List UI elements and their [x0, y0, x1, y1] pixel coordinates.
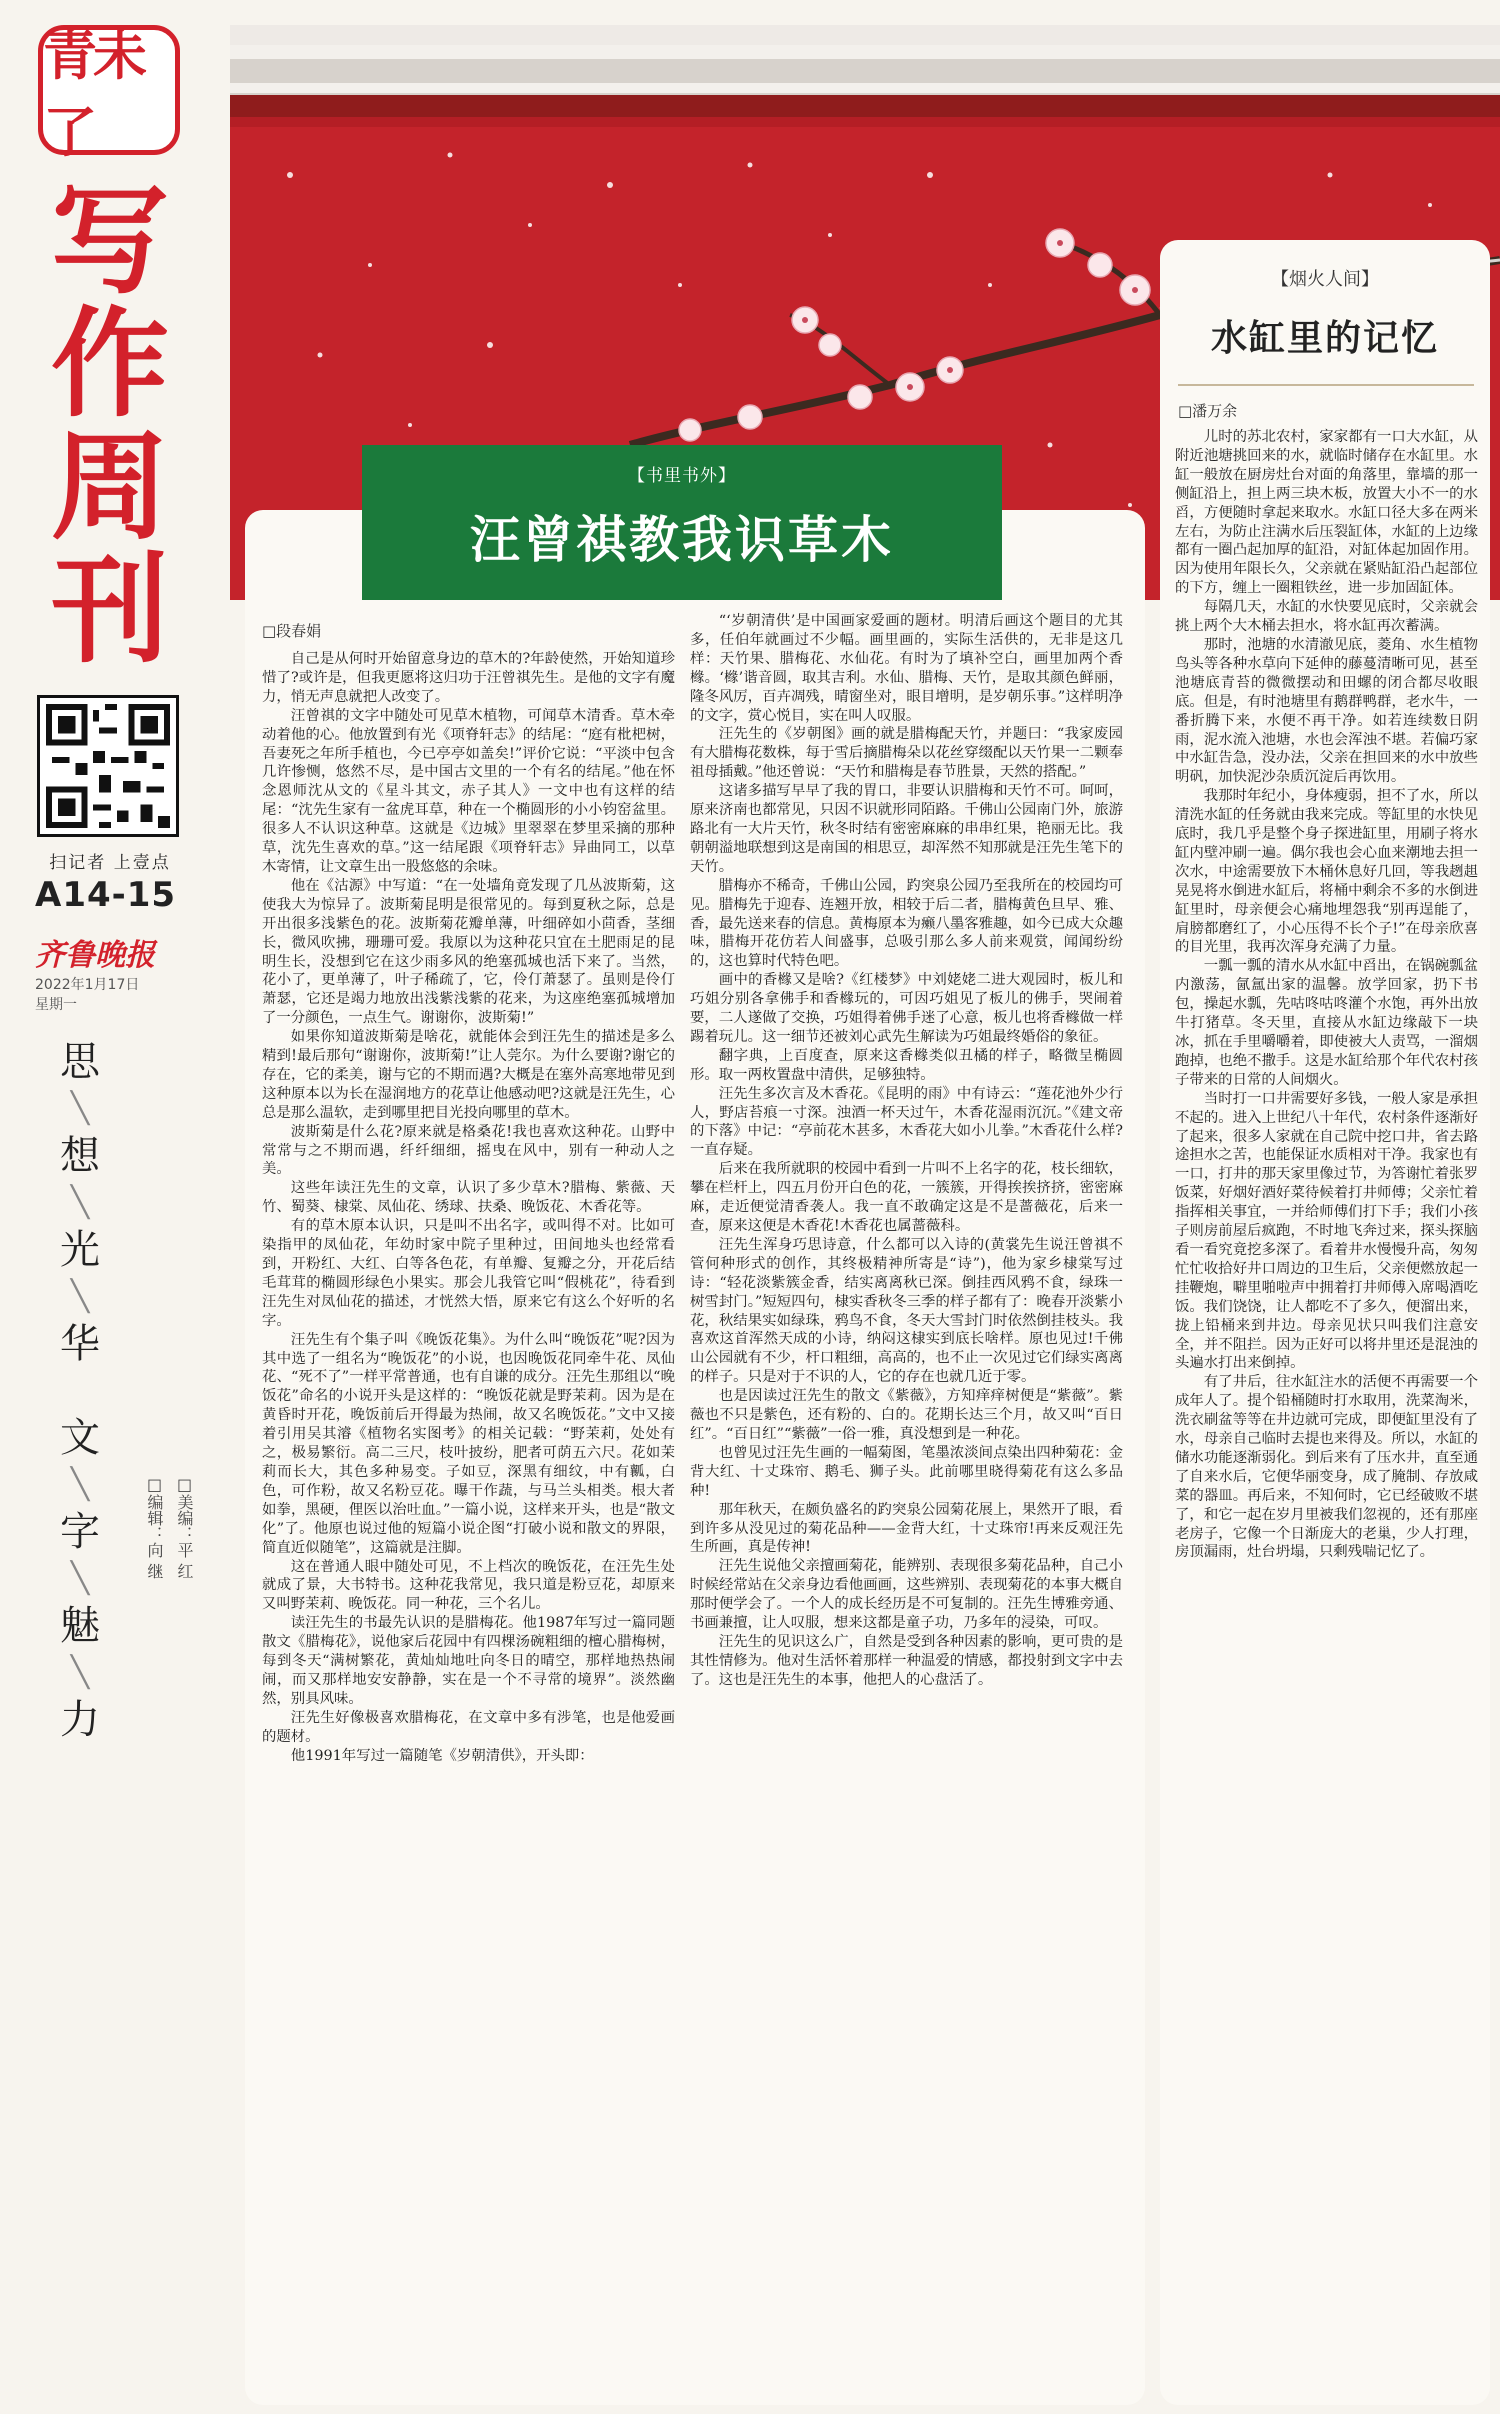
article-paragraph: 腊梅亦不稀奇，千佛山公园，趵突泉公园乃至我所在的校园均可见。腊梅先于迎春、连翘开放，相较于后二者，腊梅黄色旦早、雅、香，最先送来春的信息。黄梅原本为癞八墨客雅趣，如今已成大众趣味，腊梅开花仿若人间盛事，总吸引那么多人前来观赏，闻闻纷纷的，这也算时代特色吧。: [690, 877, 1123, 970]
title-divider: [1178, 384, 1474, 386]
article-paragraph: 如果你知道波斯菊是啥花，就能体会到汪先生的描述是多么精到!最后那句“谢谢你，波斯菊!”让人莞尔。为什么要谢?谢它的存在，它的柔美，谢与它的不期而遇?大概是在塞外高寒地带见到这种原本以为长在湿润地方的花草让他感动吧?这就是汪先生，心总是那么温软，走到哪里把目光投向哪里的草木。: [262, 1029, 675, 1121]
article-paragraph: 翻字典，上百度查，原来这香橼类似丑橘的样子，略微呈椭圆形。取一两枚置盘中清供，足够独特。: [690, 1047, 1123, 1083]
column-kicker: 【烟火人间】: [1271, 269, 1379, 290]
article-paragraph: 汪先生有个集子叫《晚饭花集》。为什么叫“晚饭花”呢?因为其中选了一组名为“晚饭花”的小说，也因晚饭花同牵牛花、凤仙花、“死不了”一样平常普通，也有自谦的成分。汪先生那组以“晚饭花”命名的小说开头是这样的：“晚饭花就是野茉莉。因为是在黄昏时开花，晚饭前后开得最为热闹，故又名晚饭花。”文中又接着引用吴其濬《植物名实图考》的相关记载：“野茉莉，处处有之，极易繁衍。高二三尺，枝叶披纷，肥者可荫五六尺。花如茉莉而长大，其色多种易变。子如豆，深黑有细纹，中有瓤，白色，可作粉，故又名粉豆花。曝干作蔬，与马兰头相类。根大者如拳，黑硬，俚医以治吐血。”一篇小说，这样来开头，也是“散文化”了。他原也说过他的短篇小说企图“打破小说和散文的界限，简直近似随笔”，这篇就是注脚。: [262, 1331, 675, 1556]
article-paragraph: 汪曾祺的文字中随处可见草木植物，可闻草木清香。草木牵动着他的心。他放置到有光《项脊轩志》的结尾：“庭有枇杷树，吾妻死之年所手植也，今已亭亭如盖矣!”评价它说：“平淡中包含几许惨恻，悠然不尽，是中国古文里的一个有名的结尾。”他在怀念恩师沈从文的《星斗其文，赤子其人》一文中也有这样的结尾：“沈先生家有一盆虎耳草，种在一个椭圆形的小小钧窑盆里。很多人不认识这种草。这就是《边城》里翠翠在梦里采摘的那种草，沈先生喜欢的草。”这一结尾跟《项脊轩志》异曲同工，以草木寄情，让文章生出一股悠悠的余味。: [262, 707, 675, 875]
article-title: 水缸里的记忆: [1210, 317, 1439, 359]
date-text: 2022年1月17日: [35, 977, 140, 993]
article-paragraph: 也是因读过汪先生的散文《紫薇》，方知痒痒树便是“紫薇”。紫薇也不只是紫色，还有粉的、白的。花期长达三个月，故又叫“百日红”。“百日红”“紫薇”一俗一雅，真没想到是一种花。: [690, 1388, 1123, 1442]
motto-char: 魅: [60, 1603, 100, 1649]
logo-text: 青未了: [43, 24, 143, 164]
page-numbers: A14-15: [35, 875, 177, 915]
brand-logo: [38, 24, 180, 164]
article-paragraph: 汪先生的《岁朝图》画的就是腊梅配天竹，并题曰：“我家废园有大腊梅花数株，每于雪后摘腊梅朵以花丝穿缀配以天竹果一二颗奉祖母插戴。”他还曾说：“天竹和腊梅是春节胜景，天然的搭配。”: [690, 726, 1123, 781]
article-paragraph: 汪先生的见识这么广，自然是受到各种因素的影响，更可贵的是其性情修为。他对生活怀着那样一种温爱的情感，都投射到文字中去了。这也是汪先生的本事，他把人的心盘活了。: [690, 1633, 1123, 1688]
motto-char: 文: [60, 1415, 100, 1461]
article-paragraph: 汪先生好像极喜欢腊梅花，在文章中多有涉笔，也是他爱画的题材。: [262, 1709, 675, 1745]
motto-char: 想: [60, 1133, 100, 1179]
editor-credit: □编辑：向 继: [145, 1475, 164, 1580]
designer-credit: □美编：平 红: [175, 1475, 194, 1580]
article-paragraph: 读汪先生的书最先认识的是腊梅花。他1987年写过一篇同题散文《腊梅花》，说他家后花园中有四棵汤碗粗细的檀心腊梅树，每到冬天“满树繁花，黄灿灿地吐向冬日的晴空，那样地热热闹闹，而又那样地安安静静，实在是一个不寻常的境界”。淡然幽然，别具风味。: [262, 1615, 675, 1707]
article-paragraph: 那年秋天，在颇负盛名的趵突泉公园菊花展上，果然开了眼，看到许多从没见过的菊花品种——金背大红，十丈珠帘!再来反观汪先生所画，真是传神!: [690, 1501, 1123, 1556]
article-paragraph: 这些年读汪先生的文章，认识了多少草木?腊梅、紫薇、天竹、蜀葵、棣棠、凤仙花、绣球、扶桑、晚饭花、木香花等。: [262, 1180, 675, 1216]
article-paragraph: 画中的香橼又是啥?《红楼梦》中刘姥姥二进大观园时，板儿和巧姐分别各拿佛手和香橼玩的，可因巧姐见了板儿的佛手，哭闹着要，二人遂做了交换，巧姐得着佛手迷了心意，板儿也将香橼做一样踢着玩儿。这一细节还被刘心武先生解读为巧姐最终婚俗的象征。: [690, 972, 1123, 1045]
article-byline: □潘万余: [1178, 402, 1238, 420]
article-title: 汪曾祺教我识草木: [470, 510, 894, 569]
article-paragraph: 当时打一口井需要好多钱，一般人家是承担不起的。进入上世纪八十年代，农村条件逐渐好了起来，很多人家就在自己院中挖口井，省去路途担水之苦，也能保证水质相对干净。我家也有一口，打井的那天家里像过节，为答谢忙着张罗饭菜，好烟好酒好菜待候着打井师傅；父亲忙着指挥相关事宜，一并给师傅们打下手；我们小孩子则房前屋后疯跑，不时地飞奔过来，探头探脑看一看究竟挖多深了。看着井水慢慢升高，匆匆忙忙收拾好井口周边的卫生后，父亲便燃放起一挂鞭炮，噼里啪啦声中拥着打井师傅入席喝酒吃饭。我们饶饶，让人都吃不了多久，便溜出来，拢上铅桶来到井边。母亲见状只叫我们注意安全，并不阻拦。因为正好可以将井里还是混浊的头遍水打出来倒掉。: [1175, 1090, 1478, 1372]
column-kicker: 【书里书外】: [628, 466, 736, 486]
article-paragraph: 后来在我所就职的校园中看到一片叫不上名字的花，枝长细软，攀在栏杆上，四五月份开白色的花，一簇簇，开得挨挨挤挤，密密麻麻，走近便觉清香袭人。我一直不敢确定这是不是蔷薇花，后来一查，原来这便是木香花!木香花也属蔷薇科。: [690, 1161, 1123, 1234]
article-paragraph: 有的草木原本认识，只是叫不出名字，或叫得不对。比如可染指甲的凤仙花，年幼时家中院子里种过，田间地头也经常看到，开粉红、大红、白等各色花，有单瓣、复瓣之分，开花后结毛茸茸的椭圆形绿色小果实。那会儿我管它叫“假桃花”，待看到汪先生对凤仙花的描述，才恍然大悟，原来它有这么个好听的名字。: [262, 1218, 675, 1329]
motto-char: 华: [60, 1321, 100, 1367]
article-paragraph: 这在普通人眼中随处可见，不上档次的晚饭花，在汪先生处就成了景，大书特书。这种花我常见，我只道是粉豆花，却原来又叫野茉莉、晚饭花。同一种花，三个名儿。: [262, 1558, 675, 1613]
article-paragraph: 每隔几天，水缸的水快要见底时，父亲就会挑上两个大木桶去担水，将水缸再次蓄满。: [1175, 599, 1478, 635]
article-paragraph: 他在《沽源》中写道：“在一处墙角竟发现了几丛波斯菊，这使我大为惊异了。波斯菊昆明是很常见的。每到夏秋之际，总是开出很多浅紫色的花。波斯菊花瓣单薄，叶细碎如小茴香，茎细长，微风吹拂，珊珊可爱。我原以为这种花只宜在土肥雨足的昆明生长，没想到它在这少雨多风的绝塞孤城也活下来了。当然，花小了，更单薄了，叶子稀疏了，它，伶仃萧瑟了。虽则是伶仃萧瑟，它还是竭力地放出浅紫浅紫的花来，为这座绝塞孤城增加了一分颜色，一点生气。谢谢你，波斯菊!”: [262, 877, 675, 1027]
editor-credits: [140, 1475, 210, 1775]
masthead-column: [0, 0, 215, 2414]
section-title-char: 作: [50, 295, 169, 433]
section-title-char: 刊: [50, 541, 169, 679]
article-paragraph: 我那时年纪小，身体瘦弱，担不了水，所以清洗水缸的任务就由我来完成。等缸里的水快见底时，我几乎是整个身子探进缸里，用刷子将水缸内壁冲刷一遍。偶尔我也会心血来潮地去担一次水，中途需要放下木桶休息好几回，等我趔趄晃晃将水倒进水缸后，将桶中剩余不多的水倒进缸里时，母亲便会心痛地埋怨我“别再逞能了，肩膀都磨红了，小心压得不长个子!”在母亲欣喜的目光里，我再次浑身充满了力量。: [1175, 788, 1478, 956]
article-paragraph: 这诸多描写早早了我的胃口，非要认识腊梅和天竹不可。呵呵，原来济南也都常见，只因不识就形同陌路。千佛山公园南门外，旅游路北有一大片天竹，秋冬时结有密密麻麻的串串红果，艳丽无比。我朝朝溢地联想到这是南国的相思豆，却浑然不知那就是汪先生笔下的天竹。: [690, 783, 1123, 875]
article-column: [1175, 428, 1478, 2395]
article-paragraph: 儿时的苏北农村，家家都有一口大水缸，从附近池塘挑回来的水，就临时储存在水缸里。水缸一般放在厨房灶台对面的角落里，靠墙的那一侧缸沿上，担上两三块木板，放置大小不一的水舀，方便随时拿起来取水。水缸口径大多在两米左右，为防止注满水后压裂缸体，水缸的上边缘都有一圈凸起加厚的缸沿，对缸体起加固作用。因为使用年限长久，父亲就在紧贴缸沿凸起部位的下方，缠上一圈粗铁丝，进一步加固缸体。: [1175, 429, 1478, 597]
section-title: [35, 172, 185, 679]
scan-caption: 扫记者 上壹点: [49, 853, 171, 873]
newspaper-name: 齐鲁晚报: [35, 938, 155, 973]
motto-char: 力: [60, 1697, 100, 1743]
article-paragraph: “‘岁朝清供’是中国画家爱画的题材。明清后画这个题目的尤其多，任伯年就画过不少幅。画里画的，实际生活供的，无非是这几样：天竹果、腊梅花、水仙花。有时为了填补空白，画里加两个香橼。‘橼’谐音圆，取其吉利。水仙、腊梅、天竹，是取其颜色鲜丽，隆冬风厉，百卉凋残，晴窗坐对，眼目增明，是岁朝乐事。”这样明净的文字，赏心悦目，实在叫人叹服。: [690, 613, 1123, 724]
article-paragraph: 一瓢一瓢的清水从水缸中舀出，在锅碗瓢盆内激荡，氤氲出家的温馨。放学回家，扔下书包，操起水瓢，先咕咚咕咚灌个水饱，再外出放牛打猪草。冬天里，直接从水缸边缘敲下一块冰，抓在手里嚼嚼着，即使被大人责骂，一溜烟跑掉，也绝不撒手。这是水缸给那个年代农村孩子带来的日常的人间烟火。: [1175, 958, 1478, 1088]
article-paragraph: 有了井后，往水缸注水的活便不再需要一个成年人了。提个铅桶随时打水取用，洗菜淘米，洗衣刷盆等等在井边就可完成，即便缸里没有了水，母亲自己临时去提也来得及。所以，水缸的储水功能逐渐弱化。到后来有了压水井，直至通了自来水后，它便华丽变身，成了腌制、存放咸菜的器皿。再后来，不知何时，它已经破败不堪了，和它一起在岁月里被我们忽视的，还有那座老房子，它像一个日渐庞大的老巢，少人打理，房顶漏雨，灶台坍塌，只剩残喘记忆了。: [1175, 1374, 1478, 1561]
article-paragraph: 汪先生多次言及木香花。《昆明的雨》中有诗云：“莲花池外少行人，野店苔痕一寸深。浊酒一杯天过午，木香花湿雨沉沉。”《建文帝的下落》中记：“亭前花木甚多，木香花大如小儿拳。”木香花什么样?一直存疑。: [690, 1085, 1123, 1159]
article-paragraph: 波斯菊是什么花?原来就是格桑花!我也喜欢这种花。山野中常常与之不期而遇，纤纤细细，摇曳在风中，别有一种动人之美。: [262, 1123, 675, 1178]
article-paragraph: 那时，池塘的水清澈见底，菱角、水生植物鸟头等各种水草向下延伸的藤蔓清晰可见，甚至池塘底青苔的微微摆动和田螺的闭合都尽收眼底。但是，有时池塘里有鹅群鸭群，老水牛，一番折腾下来，水便不再干净。如若连续数日阴雨，泥水流入池塘，水也会浑浊不堪。若偏巧家中水缸告急，没办法，父亲在担回来的水中放些明矾，加快泥沙杂质沉淀后再饮用。: [1175, 636, 1478, 786]
article-paragraph: 汪先生浑身巧思诗意，什么都可以入诗的(黄裳先生说汪曾祺不管何种形式的创作，其终极精神所寄是“诗”)，他为家乡棣棠写过诗：“轻花淡紫簇金香，结实离离秋已深。倒挂西风鸦不食，绿珠一树雪封门。”短短四句，棣实香秋冬三季的样子都有了：晚春开淡紫小花，秋结果实如绿珠，鸦鸟不食，冬天大雪封门时依然倒挂枝头。我喜欢这首浑然天成的小诗，纳闷这棣实到底长啥样。原也见过!千佛山公园就有不少，杆口粗细，高高的，也不止一次见过它们绿实离离的样子。只是对于不识的人，它的存在也就几近于零。: [690, 1236, 1123, 1386]
article-column: [690, 612, 1123, 2397]
article-paragraph: 他1991年写过一篇随笔《岁朝清供》，开头即：: [290, 1747, 594, 1764]
section-title-char: 写: [50, 172, 169, 310]
weekday-text: 星期一: [35, 997, 77, 1013]
issue-date: [35, 975, 139, 1015]
article-paragraph: 也曾见过汪先生画的一幅菊图，笔墨浓淡间点染出四种菊花：金背大红、十丈珠帘、鹅毛、狮子头。此前哪里晓得菊花有这么多品种!: [690, 1444, 1123, 1499]
article-paragraph: 自己是从何时开始留意身边的草木的?年龄使然，开始知道珍惜了?或许是，但我更愿将这归功于汪曾祺先生。是他的文字有魔力，悄无声息就把人改变了。: [262, 651, 675, 705]
motto-char: 光: [60, 1227, 100, 1273]
motto-char: 字: [60, 1509, 100, 1555]
qr-code-icon[interactable]: [37, 695, 179, 837]
motto-char: 思: [60, 1039, 100, 1085]
motto: 思 ╲ 想 ╲ 光 ╲ 华 文 ╲ 字 ╲ 魅 ╲ 力: [60, 1039, 100, 1743]
article-paragraph: 汪先生说他父亲擅画菊花，能辨别、表现很多菊花品种，自己小时候经常站在父亲身边看他画画，这些辨别、表现菊花的本事大概自那时便学会了。一个人的成长经历是不可复制的。汪先生博雅旁通、书画兼擅，让人叹服，想来这都是童子功，乃多年的浸染，可叹。: [690, 1558, 1123, 1632]
article-column: [262, 650, 675, 2395]
article-title-box: [362, 445, 1002, 600]
section-title-char: 周: [50, 418, 169, 556]
article-byline: □段春娟: [262, 622, 322, 640]
